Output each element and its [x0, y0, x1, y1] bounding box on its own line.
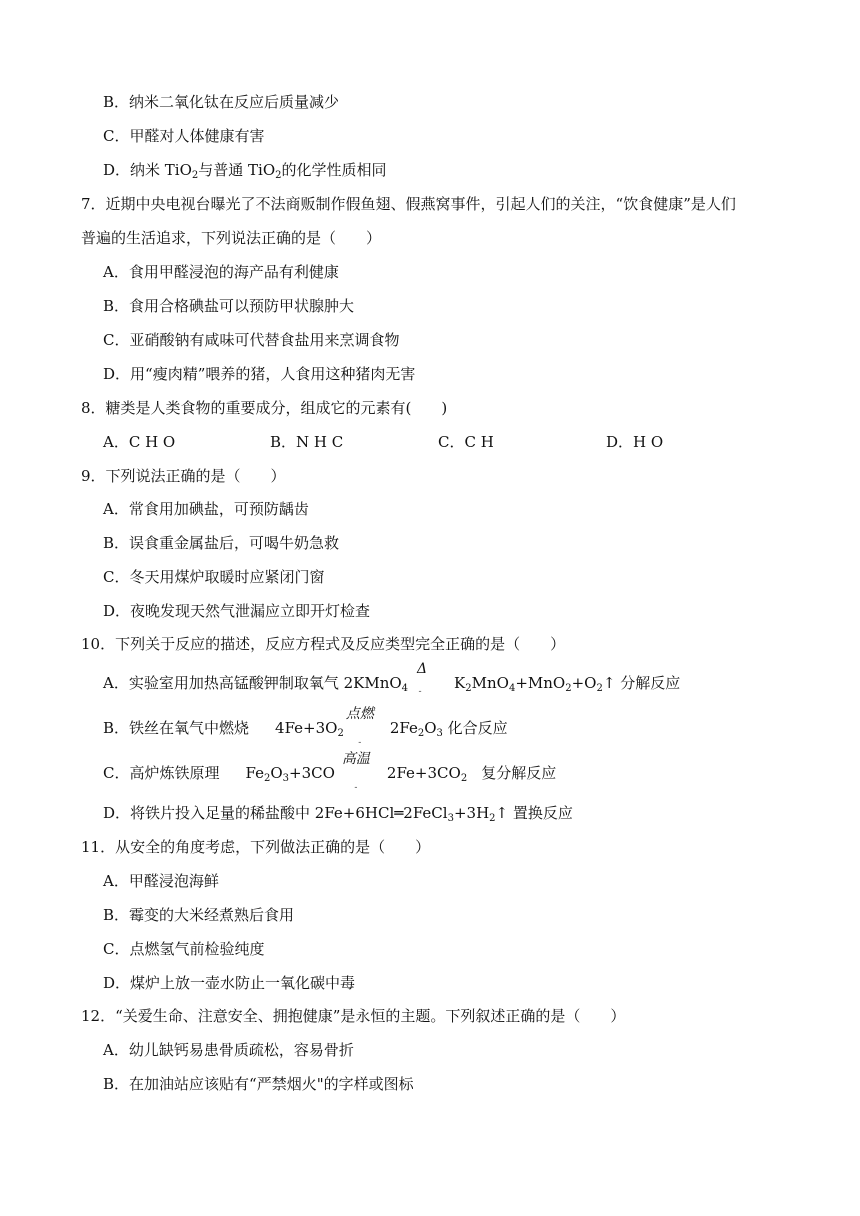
q8-option-c: C．C H [438, 433, 494, 451]
q7-option-d: D．用“瘦肉精”喂养的猪，人食用这种猪肉无害 [103, 365, 416, 383]
q8-stem: 8．糖类是人类食物的重要成分，组成它的元素有( ) [81, 399, 448, 417]
q9-option-b: B．误食重金属盐后，可喝牛奶急救 [103, 534, 340, 552]
heat-condition: Δ - [416, 661, 428, 697]
q12-stem: 12．“关爱生命、注意安全、拥抱健康”是永恒的主题。下列叙述正确的是（ ） [81, 1007, 626, 1025]
q11-option-d: D．煤炉上放一壶水防止一氧化碳中毒 [103, 974, 356, 992]
q11-option-a: A．甲醛浸泡海鲜 [103, 872, 219, 890]
ignite-condition: 点燃 - [345, 706, 374, 748]
q7-option-b: B．食用合格碘盐可以预防甲状腺肿大 [103, 297, 355, 315]
q9-option-d: D．夜晚发现天然气泄漏应立即开灯检查 [103, 602, 371, 620]
q12-option-a: A．幼儿缺钙易患骨质疏松，容易骨折 [103, 1041, 354, 1059]
q12-option-b: B．在加油站应该贴有“严禁烟火"的字样或图标 [103, 1075, 414, 1093]
q10-option-d: D．将铁片投入足量的稀盐酸中 $2Fe+6HCl═2FeCl_3+3H_2↑$ 置换反应 [103, 804, 573, 824]
q10-option-b: B．铁丝在氧气中燃烧 $4Fe+3O_2$ 点燃 - $2Fe_2O_3$ 化合反应 [103, 706, 508, 748]
q8-option-b: B．N H C [270, 433, 344, 451]
high-temp-condition: 高温 - [341, 751, 370, 793]
q7-option-a: A．食用甲醛浸泡的海产品有利健康 [103, 263, 339, 281]
q6-option-c: C．甲醛对人体健康有害 [103, 127, 265, 145]
q6-option-d: D．纳米 TiO$_2$与普通 TiO$_2$的化学性质相同 [103, 161, 387, 181]
q9-option-a: A．常食用加碘盐，可预防龋齿 [103, 500, 309, 518]
q9-option-c: C．冬天用煤炉取暖时应紧闭门窗 [103, 568, 325, 586]
q11-option-c: C．点燃氢气前检验纯度 [103, 940, 265, 958]
q8-option-a: A．C H O [103, 433, 176, 451]
q8-option-d: D．H O [606, 433, 664, 451]
q7-stem-line2: 普遍的生活追求，下列说法正确的是（ ） [81, 229, 382, 247]
q9-stem: 9．下列说法正确的是（ ） [81, 467, 286, 485]
q11-stem: 11．从安全的角度考虑，下列做法正确的是（ ） [81, 838, 431, 856]
q6-option-b: B．纳米二氧化钛在反应后质量减少 [103, 93, 340, 111]
q7-option-c: C．亚硝酸钠有咸味可代替食盐用来烹调食物 [103, 331, 400, 349]
q11-option-b: B．霉变的大米经煮熟后食用 [103, 906, 295, 924]
q10-option-a: A．实验室用加热高锰酸钾制取氧气 2KMnO$_4$ Δ - $K_2MnO_4+MnO_2+O_2↑$ 分解反应 [103, 661, 681, 697]
q10-stem: 10．下列关于反应的描述，反应方程式及反应类型完全正确的是（ ） [81, 635, 566, 653]
q10-option-c: C．高炉炼铁原理 $Fe_2O_3+3CO$ 高温 - $2Fe+3CO_2$ 复分解反应 [103, 751, 557, 793]
q7-stem-line1: 7．近期中央电视台曝光了不法商贩制作假鱼翅、假燕窝事件，引起人们的关注，“饮食健康”是人们 [81, 195, 736, 213]
